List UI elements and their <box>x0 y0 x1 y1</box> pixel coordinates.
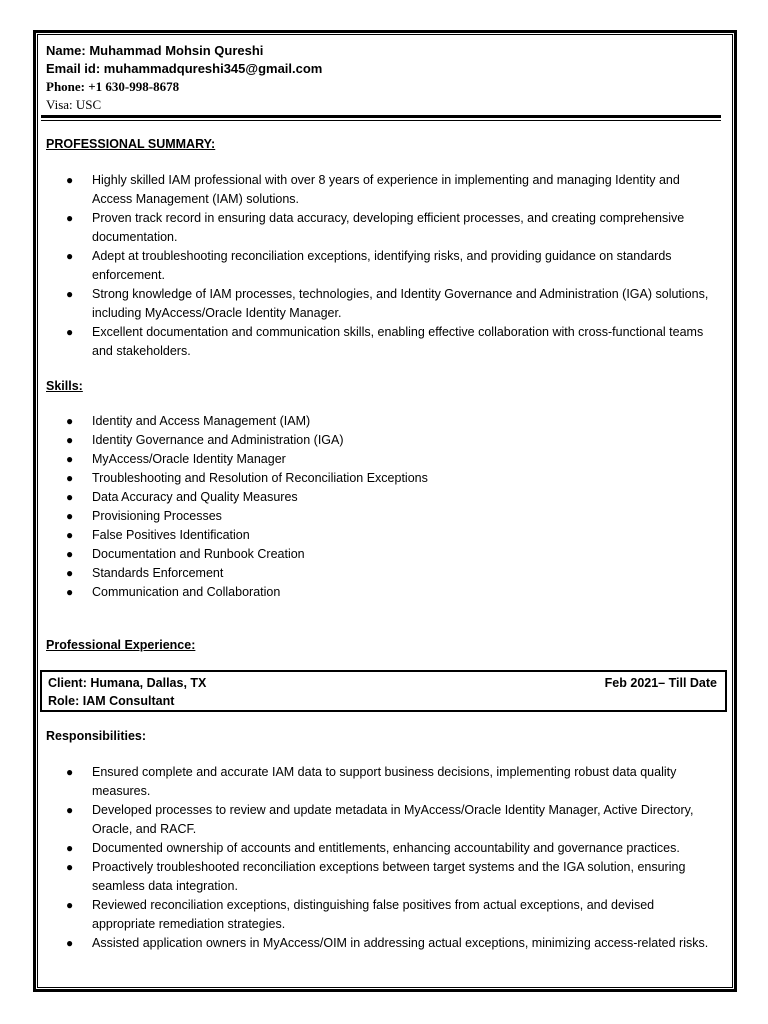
skill-item <box>46 564 716 583</box>
responsibility-item-text: Documented ownership of accounts and entitlements, enhancing accountability and governance practices. <box>92 841 680 855</box>
client-row <box>48 674 717 692</box>
skills-list <box>46 412 716 602</box>
summary-item <box>46 209 716 247</box>
bullet-icon: ● <box>66 803 74 817</box>
bullet-icon: ● <box>66 433 74 447</box>
skill-item-text: Troubleshooting and Resolution of Reconciliation Exceptions <box>92 471 428 485</box>
bullet-icon: ● <box>66 249 74 263</box>
skill-item <box>46 450 716 469</box>
skill-item-text: Data Accuracy and Quality Measures <box>92 490 298 504</box>
skill-item <box>46 526 716 545</box>
employment-dates: Feb 2021– Till Date <box>604 676 717 690</box>
candidate-name: Name: Muhammad Mohsin Qureshi <box>46 43 264 58</box>
bullet-icon: ● <box>66 936 74 950</box>
bullet-icon: ● <box>66 287 74 301</box>
bullet-icon: ● <box>66 414 74 428</box>
summary-list <box>46 171 716 361</box>
skill-item-text: False Positives Identification <box>92 528 250 542</box>
skill-item-text: Identity Governance and Administration (IGA) <box>92 433 344 447</box>
candidate-visa: Visa: USC <box>46 97 102 112</box>
summary-item <box>46 171 716 209</box>
summary-item <box>46 247 716 285</box>
summary-item-text: Excellent documentation and communication skills, enabling effective collaboration with cross-functional teams and stakeholders. <box>92 325 704 358</box>
responsibility-item-text: Assisted application owners in MyAccess/OIM in addressing actual exceptions, minimizing access-related risks. <box>92 936 709 950</box>
skill-item <box>46 583 716 602</box>
bullet-icon: ● <box>66 528 74 542</box>
candidate-email: Email id: muhammadqureshi345@gmail.com <box>46 61 323 76</box>
summary-item-text: Proven track record in ensuring data accuracy, developing efficient processes, and creating comprehensive documentation. <box>92 211 685 244</box>
skill-item-text: Standards Enforcement <box>92 566 224 580</box>
skill-item <box>46 507 716 526</box>
bullet-icon: ● <box>66 173 74 187</box>
responsibility-item <box>46 896 716 934</box>
summary-item-text: Highly skilled IAM professional with over 8 years of experience in implementing and managing Identity and Access Management (IAM) solutions. <box>92 173 680 206</box>
header-divider-thin <box>41 120 721 121</box>
responsibility-item-text: Developed processes to review and update metadata in MyAccess/Oracle Identity Manager, Active Directory, Oracle, and RACF. <box>92 803 694 836</box>
summary-item-text: Adept at troubleshooting reconciliation exceptions, identifying risks, and providing guidance on standards enforcement. <box>92 249 672 282</box>
bullet-icon: ● <box>66 471 74 485</box>
role-title: Role: IAM Consultant <box>48 694 175 708</box>
responsibility-item <box>46 801 716 839</box>
responsibility-item-text: Proactively troubleshooted reconciliation exceptions between target systems and the IGA solution, ensuring seamless data integration. <box>92 860 686 893</box>
responsibility-item <box>46 858 716 896</box>
bullet-icon: ● <box>66 566 74 580</box>
summary-item <box>46 285 716 323</box>
bullet-icon: ● <box>66 490 74 504</box>
bullet-icon: ● <box>66 585 74 599</box>
skill-item <box>46 545 716 564</box>
experience-heading: Professional Experience: <box>46 638 196 652</box>
responsibility-item-text: Reviewed reconciliation exceptions, distinguishing false positives from actual exceptions, and devised appropriate remediation strategies. <box>92 898 655 931</box>
responsibility-item-text: Ensured complete and accurate IAM data to support business decisions, implementing robust data quality measures. <box>92 765 677 798</box>
responsibility-item <box>46 934 716 953</box>
bullet-icon: ● <box>66 211 74 225</box>
client-name: Client: Humana, Dallas, TX <box>48 676 207 690</box>
skill-item <box>46 488 716 507</box>
responsibilities-list <box>46 763 716 953</box>
skill-item-text: Documentation and Runbook Creation <box>92 547 305 561</box>
header-divider <box>41 115 721 118</box>
bullet-icon: ● <box>66 860 74 874</box>
summary-heading: PROFESSIONAL SUMMARY: <box>46 137 216 151</box>
skill-item-text: Communication and Collaboration <box>92 585 281 599</box>
summary-item-text: Strong knowledge of IAM processes, technologies, and Identity Governance and Administration (IGA) solutions, including MyAccess/Oracle Identity Manager. <box>92 287 709 320</box>
bullet-icon: ● <box>66 547 74 561</box>
bullet-icon: ● <box>66 509 74 523</box>
responsibilities-heading: Responsibilities: <box>46 729 147 743</box>
role-row <box>48 692 717 710</box>
skill-item <box>46 412 716 431</box>
candidate-phone: Phone: +1 630-998-8678 <box>46 79 180 94</box>
skill-item-text: Provisioning Processes <box>92 509 222 523</box>
skill-item-text: MyAccess/Oracle Identity Manager <box>92 452 286 466</box>
contact-header <box>46 42 726 114</box>
bullet-icon: ● <box>66 841 74 855</box>
skill-item <box>46 469 716 488</box>
responsibility-item <box>46 839 716 858</box>
skill-item <box>46 431 716 450</box>
skill-item-text: Identity and Access Management (IAM) <box>92 414 311 428</box>
bullet-icon: ● <box>66 325 74 339</box>
skills-heading: Skills: <box>46 379 83 393</box>
responsibility-item <box>46 763 716 801</box>
bullet-icon: ● <box>66 765 74 779</box>
bullet-icon: ● <box>66 452 74 466</box>
summary-item <box>46 323 716 361</box>
client-box <box>40 670 727 712</box>
bullet-icon: ● <box>66 898 74 912</box>
